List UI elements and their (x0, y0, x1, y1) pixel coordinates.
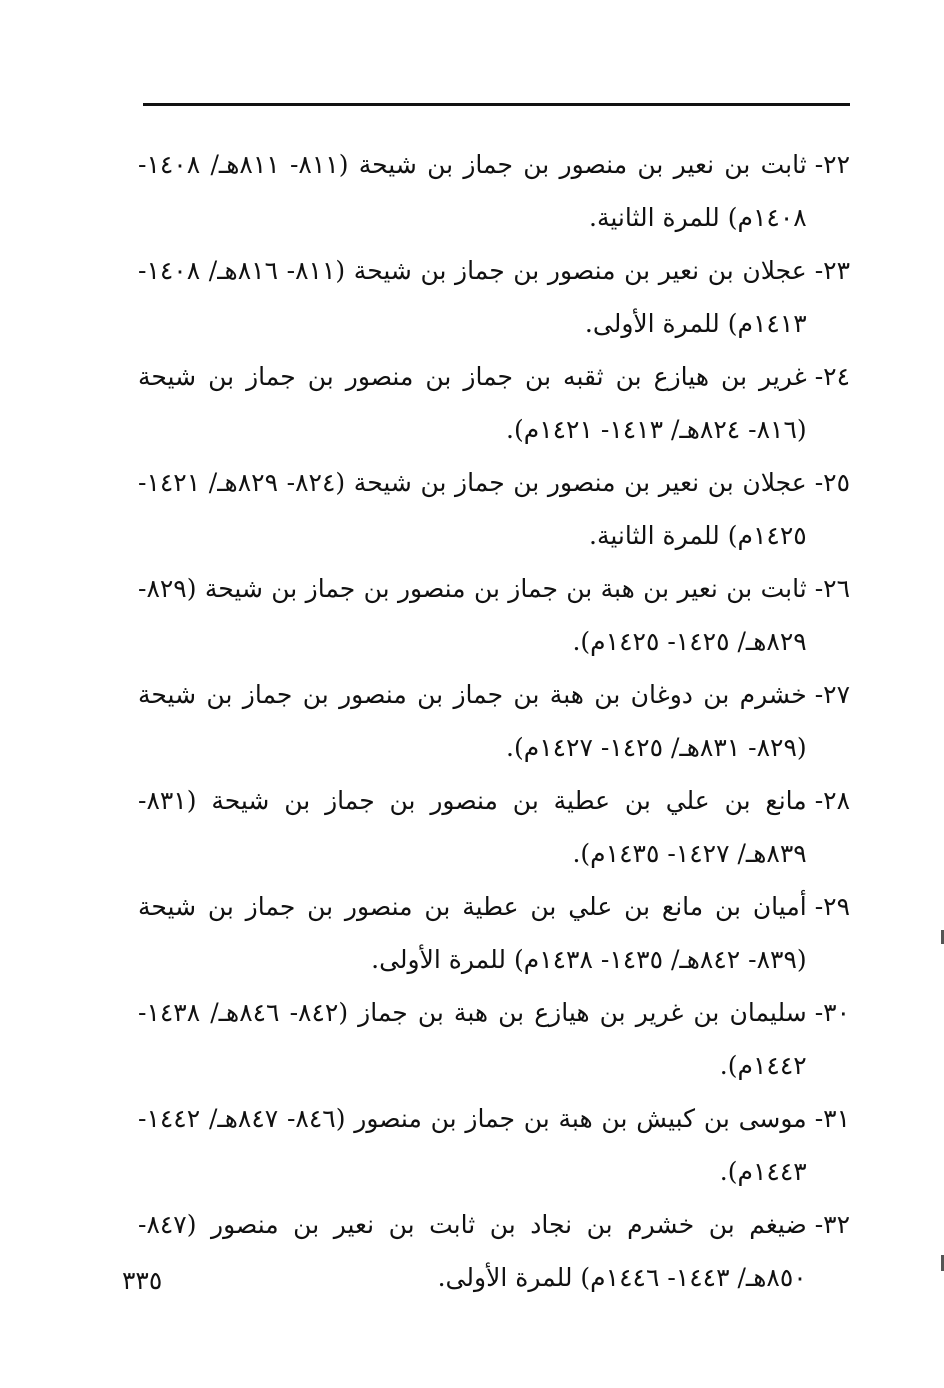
list-item (138, 1092, 850, 1198)
list-item (138, 456, 850, 562)
entry-number: ٢٦- (814, 574, 850, 603)
entry-number: ٢٢- (814, 150, 850, 179)
entry-text: غرير بن هيازع بن ثقبه بن جماز بن منصور بن جماز بن شيحة (٨١٦- ٨٢٤هـ/ ١٤١٣- ١٤٢١م). (138, 362, 807, 444)
list-item (138, 774, 850, 880)
list-item (138, 880, 850, 986)
entry-number: ٢٥- (814, 468, 850, 497)
list-item (138, 350, 850, 456)
entry-text: سليمان بن غرير بن هيازع بن هبة بن جماز (٨٤٢- ٨٤٦هـ/ ١٤٣٨- ١٤٤٢م). (138, 998, 807, 1080)
entry-text: ضيغم بن خشرم بن نجاد بن ثابت بن نعير بن منصور (٨٤٧- ٨٥٠هـ/ ١٤٤٣- ١٤٤٦م) للمرة الأولى. (138, 1210, 807, 1292)
entry-number: ٢٣- (814, 256, 850, 285)
entry-text: موسى بن كبيش بن هبة بن جماز بن منصور (٨٤٦- ٨٤٧هـ/ ١٤٤٢- ١٤٤٣م). (138, 1104, 807, 1186)
header-rule (143, 103, 850, 106)
list-item (138, 986, 850, 1092)
list-item (138, 668, 850, 774)
entry-text: أميان بن مانع بن علي بن عطية بن منصور بن جماز بن شيحة (٨٣٩- ٨٤٢هـ/ ١٤٣٥- ١٤٣٨م) للمرة الأولى. (138, 892, 807, 974)
entry-number: ٢٨- (814, 786, 850, 815)
entry-text: عجلان بن نعير بن منصور بن جماز بن شيحة (٨١١- ٨١٦هـ/ ١٤٠٨- ١٤١٣م) للمرة الأولى. (138, 256, 807, 338)
entry-text: ثابت بن نعير بن منصور بن جماز بن شيحة (٨١١- ٨١١هـ/ ١٤٠٨- ١٤٠٨م) للمرة الثانية. (138, 150, 807, 232)
entry-number: ٣١- (814, 1104, 850, 1133)
entry-number: ٢٧- (814, 680, 850, 709)
list-item (138, 562, 850, 668)
entry-number: ٢٤- (814, 362, 850, 391)
page-number: ٣٣٥ (122, 1266, 163, 1295)
list-item (138, 1198, 850, 1304)
entry-text: مانع بن علي بن عطية بن منصور بن جماز بن شيحة (٨٣١- ٨٣٩هـ/ ١٤٢٧- ١٤٣٥م). (138, 786, 807, 868)
list-item (138, 244, 850, 350)
entry-text: خشرم بن دوغان بن هبة بن جماز بن منصور بن جماز بن شيحة (٨٢٩- ٨٣١هـ/ ١٤٢٥- ١٤٢٧م). (138, 680, 807, 762)
entry-number: ٣٢- (814, 1210, 850, 1239)
entry-number: ٣٠- (814, 998, 850, 1027)
entry-text: عجلان بن نعير بن منصور بن جماز بن شيحة (٨٢٤- ٨٢٩هـ/ ١٤٢١- ١٤٢٥م) للمرة الثانية. (138, 468, 807, 550)
list-item (138, 138, 850, 244)
entry-list (138, 138, 850, 1304)
entry-text: ثابت بن نعير بن هبة بن جماز بن منصور بن جماز بن شيحة (٨٢٩- ٨٢٩هـ/ ١٤٢٥- ١٤٢٥م). (138, 574, 807, 656)
entry-number: ٢٩- (814, 892, 850, 921)
